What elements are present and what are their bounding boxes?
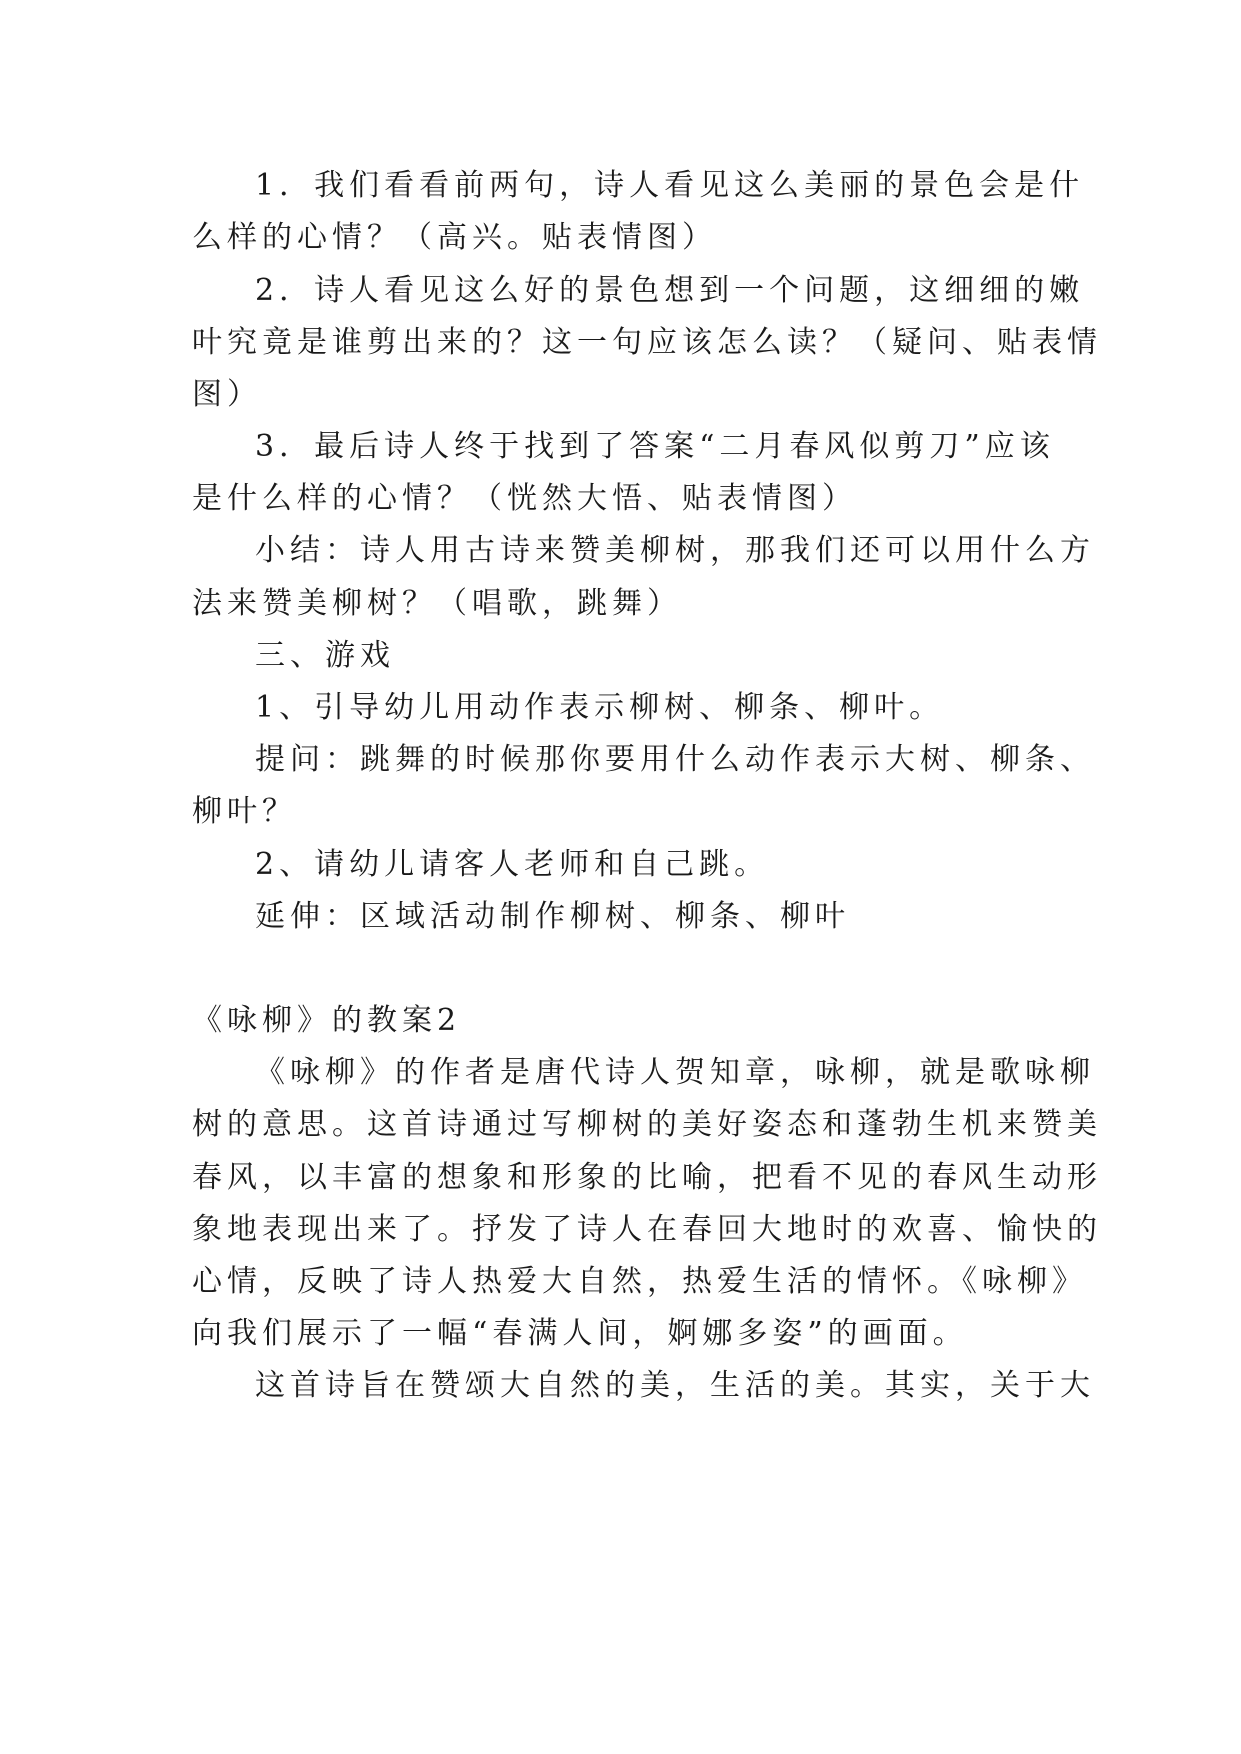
paragraph-line: 1、引导幼儿用动作表示柳树、柳条、柳叶。 [255,690,945,725]
paragraph-line: 么样的心情？（高兴。贴表情图） [192,220,717,255]
paragraph-line: 延伸：区域活动制作柳树、柳条、柳叶 [255,899,850,934]
paragraph-line: 小结：诗人用古诗来赞美柳树，那我们还可以用什么方 [255,533,1095,568]
paragraph-line: 这首诗旨在赞颂大自然的美，生活的美。其实，关于大 [255,1368,1095,1403]
paragraph-line: 2．诗人看见这么好的景色想到一个问题，这细细的嫩 [255,273,1085,308]
paragraph-line: 春风，以丰富的想象和形象的比喻，把看不见的春风生动形 [192,1160,1102,1195]
paragraph-line: 1．我们看看前两句，诗人看见这么美丽的景色会是什 [255,168,1085,203]
paragraph-line: 提问：跳舞的时候那你要用什么动作表示大树、柳条、 [255,742,1095,777]
paragraph-line: 象地表现出来了。抒发了诗人在春回大地时的欢喜、愉快的 [192,1212,1102,1247]
paragraph-line: 3．最后诗人终于找到了答案“二月春风似剪刀”应该 [255,429,1055,464]
paragraph-line: 《咏柳》的作者是唐代诗人贺知章，咏柳，就是歌咏柳 [255,1055,1095,1090]
paragraph-line: 向我们展示了一幅“春满人间，婀娜多姿”的画面。 [192,1316,968,1351]
paragraph-line: 法来赞美柳树？（唱歌，跳舞） [192,586,682,621]
paragraph-line: 图） [192,377,262,412]
paragraph-line: 2、请幼儿请客人老师和自己跳。 [255,847,770,882]
paragraph-line: 柳叶？ [192,794,297,829]
paragraph-line: 心情，反映了诗人热爱大自然，热爱生活的情怀。《咏柳》 [192,1264,1087,1299]
paragraph-line: 树的意思。这首诗通过写柳树的美好姿态和蓬勃生机来赞美 [192,1107,1102,1142]
section-heading: 三、游戏 [255,638,395,673]
paragraph-line: 是什么样的心情？（恍然大悟、贴表情图） [192,481,857,516]
document-title: 《咏柳》的教案2 [192,1003,462,1038]
paragraph-line: 叶究竟是谁剪出来的？这一句应该怎么读？（疑问、贴表情 [192,325,1102,360]
